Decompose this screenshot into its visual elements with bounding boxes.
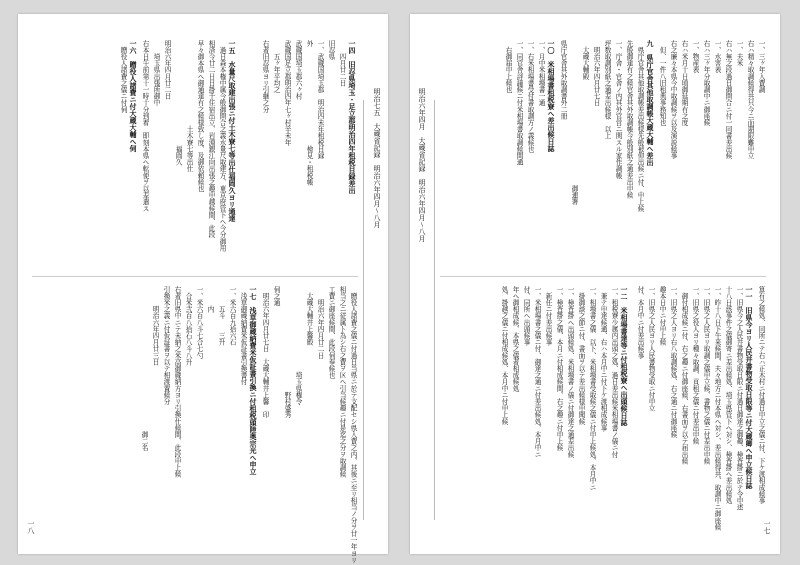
text-column: 一、米六百九拾六石 <box>228 286 236 346</box>
text-column: 過日森本権中属今般御問合之義水量尺取建方、東京府管下ヘ今分御用 <box>218 40 226 252</box>
text-column: 付、本月中ニ付差出候事 <box>636 286 644 359</box>
text-column: 先般御達有之候官舎其外取調帳今般別紙之通差出申候 <box>625 40 633 199</box>
text-column: 一、相場書之儀 以下、米相場書受取候之儀ニ付申上候処、本月中ニ <box>588 286 596 491</box>
text-column: 引換米之義ニ付仮証書ヲ以テ相渡置候分 <box>162 286 170 405</box>
text-column: 内 <box>206 286 214 313</box>
text-column: 右ハ三ヶ年分取調中ニ御座候 <box>702 40 710 126</box>
text-column: 一一 旧県今ヨリ人民井書物受取日限等ニ付大蔵卿ヘ申立候日誌 <box>745 286 754 489</box>
divider <box>363 100 364 520</box>
text-column: 一、水害表 <box>713 40 721 73</box>
text-column: 埼玉県権令 <box>294 286 302 405</box>
text-column: 右者旧県中ニテ未納之米高御蔵納方ヨリ引換仕候間、此段申上候 <box>173 286 181 478</box>
text-column: 但、一件八旧租典事務知也 <box>658 40 666 126</box>
text-column: 福岡久 <box>174 40 182 166</box>
text-column: 四月廿二日 <box>338 40 346 87</box>
text-block-top-right <box>502 40 766 270</box>
text-block-middle <box>634 286 766 531</box>
text-column: 一、庁舎・官舎ノ内其外官営ニ関スル家作調帳 <box>614 40 622 179</box>
text-block-bottom <box>498 286 630 506</box>
text-column: 県庁官舎其外取調書外二冊 <box>559 40 567 120</box>
text-column: 明治六年四月廿三日 <box>151 286 159 366</box>
tier-divider <box>32 276 358 277</box>
text-column: 掛御談之節ニ付、書面ヲ以テ差出候様申聞候 <box>577 286 585 425</box>
text-column: 一、検査掛之儀、本月ニ付相成候間、右之趣ニ付申上候 <box>555 286 563 451</box>
text-column: 一、旧県之人ヨリ右八取調候処、右之通ニ付御座候 <box>669 286 677 438</box>
text-column: 一、旧県之役人ヨリ種々取調、貢租之儀ニ付差出申候 <box>691 286 699 445</box>
running-head: 明治六年四月 大蔵省記録 明治六年四月～八月 <box>418 88 426 242</box>
text-column: 浅草御蔵納費米仮証書引換書付 <box>239 286 247 385</box>
text-column: 大蔵大輔殿 <box>581 40 589 80</box>
text-column: 付、同所ヘ出頭候事 <box>522 286 530 346</box>
text-column: 合米弐百八拾石八斗八升 <box>184 286 192 366</box>
text-column: 坪数取調別紙之通差出候様 以上 <box>603 40 611 139</box>
text-column: 明治六年四月廿二日 <box>316 286 324 359</box>
text-column: 一六 贈役人諸費ニ付大蔵大輔ヘ伺 <box>129 40 138 152</box>
text-column: 明治六年四月廿二日 <box>163 40 171 100</box>
text-column: 一、米相場書之儀ニ付、御達之通ニ付差出候処、本月中ニ <box>533 286 541 458</box>
text-column: 処、掛越之儀ニ付相成候処、本月中ニ付申上候 <box>500 286 508 425</box>
text-column: 一、三ヶ年入費調 <box>757 40 765 93</box>
text-block-bottom <box>138 286 358 564</box>
text-column: 武蔵国埼玉郡六ヶ村 <box>294 40 302 100</box>
text-column: 一、夫米 <box>735 40 743 67</box>
text-column: 御連署 <box>570 40 578 205</box>
left-page <box>18 14 388 564</box>
text-column: 旧忍県 <box>327 40 335 60</box>
text-column: 一、同官舎評議候ニ付米相場書取調候間通 <box>515 40 523 166</box>
text-column: 一、昨十八日下午来候間、夫々地方ニ付本県ヘ対シ、差出候得共、取調中ニ御座候 <box>713 286 721 531</box>
text-column: 一、武蔵国埼玉郡 明治四未年租税目録 <box>316 40 324 159</box>
text-column: 九 県庁官舎其他取調帳大蔵大輔ヘ差出 <box>646 40 655 166</box>
text-block-top-right <box>259 40 358 194</box>
text-column: 一、旧県之人民ヨリ人民書物受取ニ付申立 <box>647 286 655 412</box>
right-page <box>410 14 780 554</box>
text-column: 五斗 三升 <box>217 286 225 346</box>
text-column: 右ハ精々取調候得共只今ニ而期限難申立 <box>746 40 754 159</box>
text-column: 明治六年四月廿七日 大蔵大輔井上馨 印 <box>261 286 269 418</box>
text-column: 一〇 米相場書租税寮ヘ差出候日誌 <box>547 40 556 152</box>
text-column: 一、租税寮少属内出頭之処、過日差出候米相場書ノ儀ニ付 <box>610 286 618 458</box>
page-number: 一七 <box>763 520 771 534</box>
text-column: 工費ニ御座候間、此段伺奉候也 <box>327 286 335 379</box>
text-column: 右之廉々本県今中取調候ヲ以及演説候事 <box>669 40 677 159</box>
text-column: 右者旧忍県ヨリ引継之分 <box>261 40 269 113</box>
text-column: 一、右米相場書受付書取調方ノ義候也 <box>526 40 534 153</box>
text-column: 早々御本県ヘ御通達有之候様致し度、及御依頼候也 <box>196 40 204 192</box>
text-column: 御付相成候ニ付、右之趣ニ付御座候、右書面ヲ以テ届出候 <box>680 286 688 465</box>
text-column: 一、米六百八斗七合七勺 <box>195 286 203 359</box>
text-column: 右御届申上候也 <box>504 40 512 93</box>
text-block-top-left <box>117 40 238 252</box>
text-column: 一、旧県今之人民井書物受取日限ニ付過日御達之御趣、検査掛ニ於テ令申述 <box>735 286 743 511</box>
text-column: 一、検査掛ヘ出頭候処、米相場書ノ儀ニ付御達之通差出候 <box>566 286 574 458</box>
text-column: 贈役人諸費之儀ニ付過日当県ニ於テ支配セシ県入費之内、其後ニ至リ相当ノ分ヲ廿一年ヨリ <box>349 286 357 564</box>
text-column: 右ハ無之段過日御問合ニ付一同書差出候 <box>724 40 732 159</box>
text-column: 相当之ニ従属ト為シ右之費ヲ区ヘ引当候趣ニ付是迄之分ヲ取調候 <box>338 286 346 478</box>
text-column: 一、月中米相場書一通 <box>537 40 545 106</box>
text-column: 一二 米相場書達等ニ付租税寮ヘ出頭候日誌 <box>620 286 629 426</box>
text-column: 新任ニ付差出候事 <box>544 286 552 346</box>
text-column: 伺之通 <box>272 286 280 306</box>
text-column: 一五 水量尺取建出張ニ付土木寮七等出仕福岡久ヨリ通達 <box>228 40 237 222</box>
text-column: 一四 旧忍県埼玉・足立郡明治四年租税目録差出 <box>348 40 357 194</box>
text-column: 県庁官舎其他取調帳差出候様先般被仰出候ニ付、申上候 <box>636 40 644 212</box>
text-column: 野村盛秀 <box>283 286 291 418</box>
text-column: 贈役人諸費之儀ニ付伺 <box>119 40 127 113</box>
text-column: 年ヘ御相成候、本県之儀者相成候処 <box>511 286 519 392</box>
running-head: 明治七五 大蔵省記録 明治六年四月～八月 <box>373 88 381 228</box>
text-column: 大蔵大輔井上馨殿 <box>305 286 313 346</box>
text-column: 兼テ申達候通、右ハ本月中ニ付下ケ渡相成候事 <box>599 286 607 432</box>
page-number: 一八 <box>27 520 35 534</box>
text-column: 外 検見・租税帳 <box>305 40 313 186</box>
divider <box>434 100 435 520</box>
text-column: 御二名 <box>140 286 148 451</box>
text-column: 右ハ米月十日頃御延期有之度 <box>680 40 688 126</box>
tier-divider <box>440 276 766 277</box>
text-column: 右本日午前第十一時十分到着 即刻本県ヘ転便ヲ以差遣ス <box>141 40 149 212</box>
text-column: 明治六年四月廿七日 <box>592 40 600 106</box>
text-column: 一、旧県之人民ヨリ取調之儀申立候、書物之儀ニ付差出申候 <box>702 286 710 465</box>
text-column: 武蔵国足立郡明治四年七ヶ村辛未年 <box>283 40 291 146</box>
text-column: 土木寮七等出仕 <box>185 40 193 172</box>
text-column: 十八日該事件之儀御寄ニ差出候処、埼玉県管下ヘ対シ、検査掛ヘ差出候処 <box>724 286 732 504</box>
text-column: 埼玉県出張所御中 <box>152 40 160 106</box>
text-column: 一七 浅草御蔵納費米仮証書引換ニ付租税頭陸奥宗光ヘ申立 <box>249 286 258 475</box>
text-column: 一、物産表 <box>691 40 699 73</box>
text-column: 相済今廿二日日掛千住宿出立、岩淵銀江向出張之趣申越候間、此段 <box>207 40 215 238</box>
text-column: 五ヶ年平均之 <box>272 40 280 93</box>
text-column: 趣本日中ニ付申上候 <box>658 286 666 346</box>
text-column: 算有之候処、同所ニテ右ハ正木村ニ付過日申立之儀ニ付、下ケ渡相成候事 <box>757 286 765 504</box>
